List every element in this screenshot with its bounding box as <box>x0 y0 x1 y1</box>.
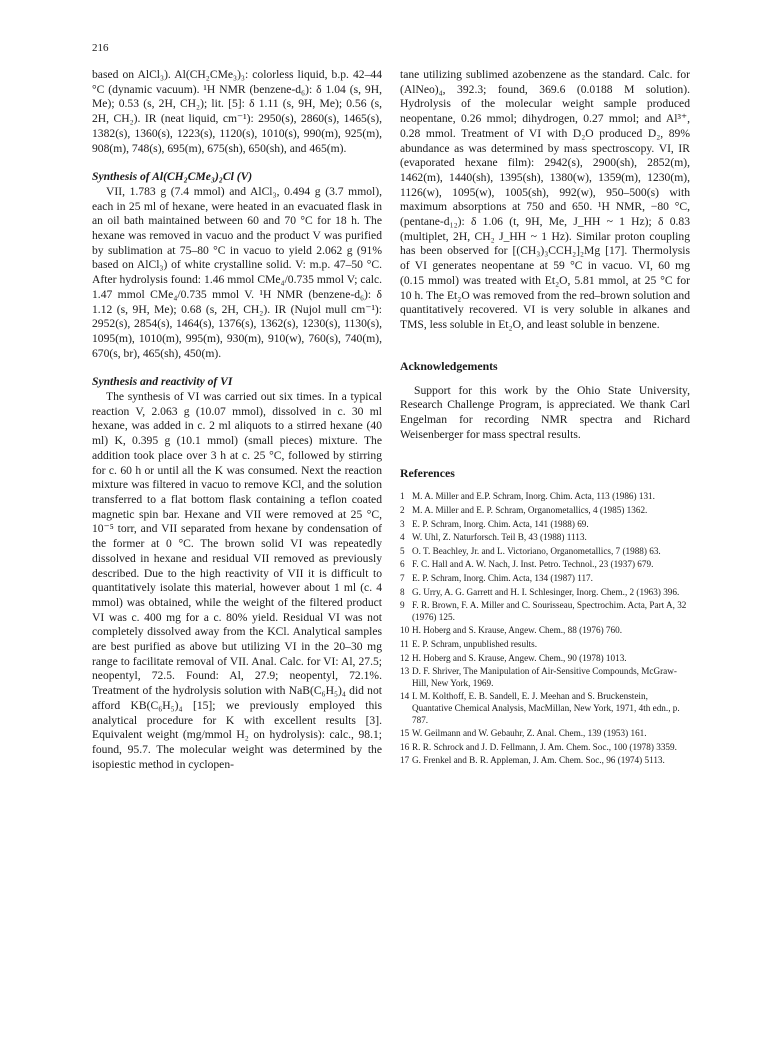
reference-text: G. Frenkel and B. R. Appleman, J. Am. Chem. Soc., 96 (1974) 5113. <box>412 755 665 766</box>
reference-text: F. C. Hall and A. W. Nach, J. Inst. Petro. Technol., 23 (1937) 679. <box>412 559 654 570</box>
right-column <box>400 68 690 769</box>
reference-text: M. A. Miller and E.P. Schram, Inorg. Chim. Acta, 113 (1986) 131. <box>412 491 655 502</box>
reference-item <box>400 666 690 689</box>
reference-text: O. T. Beachley, Jr. and L. Victoriano, Organometallics, 7 (1988) 63. <box>412 545 661 556</box>
paragraph-synthesis-vi: The synthesis of VI was carried out six times. In a typical reaction V, 2.063 g (10.07 mmol), dissolved in c. 30 ml hexane, was added in c. 2 ml aliquots to a stirred hexane (40 ml) K, 0.395 g (10.1 mmol) (small pieces) mixture. The addition took place over 3 h at c. 25 °C, followed by stirring for c. 60 h or until all the K was consumed. Next the reaction mixture was filtered in vacuo to remove KCl, and the solution transferred to a flat bottom flask containing a teflon coated magnetic spin bar. Hexane and VII were removed at 25 °C, 10⁻⁵ torr, and VII separated from hexane by condensation of the former at 0 °C. The brown solid VI was repeatedly dissolved in hexane and residual VII removed as previously described. Due to the high reactivity of VII it is difficult to quantitatively isolate this material, however about 1 ml (c. 4 mmol) was obtained, while the weight of the filtered product VI was c. 400 mg for a c. 80% yield. Residual VI was not completely dissolved away from the KCl. Analytical samples are best purified as above but utilizing VI in the 20–30 mg range to facilitate removal of VII. Anal. Calc. for VI: Al, 27.5; neopentyl, 72.5. Found: Al, 27.9; neopentyl, 72.1%. Treatment of the hydrolysis solution with NaB(C₆H₅)₄ did not afford KB(C₆H₅)₄ [15]; we previously employed this analytical procedure for K with excellent results [3]. Equivalent weight (mg/mmol H₂ on hydrolysis): calc., 98.1; found, 95.7. The molecular weight was determined by the isopiestic method in cyclopen- <box>92 390 382 771</box>
reference-item <box>400 546 690 558</box>
section-heading-synthesis-vi: Synthesis and reactivity of VI <box>92 375 233 389</box>
references-heading: References <box>400 466 455 481</box>
reference-number: 16 <box>400 741 410 752</box>
reference-text: R. R. Schrock and J. D. Fellmann, J. Am. Chem. Soc., 100 (1978) 3359. <box>412 741 677 752</box>
reference-text: M. A. Miller and E. P. Schram, Organometallics, 4 (1985) 1362. <box>412 505 648 516</box>
acknowledgements-text: Support for this work by the Ohio State University, Research Challenge Program, is appreciated. We thank Carl Engelman for recording NMR spectra and Richard Weisenberger for mass spectral results. <box>400 383 690 441</box>
reference-number: 7 <box>400 573 405 584</box>
reference-number: 5 <box>400 545 405 556</box>
reference-text: W. Uhl, Z. Naturforsch. Teil B, 43 (1988) 1113. <box>412 532 587 543</box>
reference-number: 3 <box>400 518 405 529</box>
reference-number: 6 <box>400 559 405 570</box>
reference-item <box>400 532 690 544</box>
reference-item <box>400 639 690 651</box>
reference-item <box>400 559 690 571</box>
reference-item <box>400 691 690 726</box>
reference-item <box>400 600 690 623</box>
paragraph-synthesis-v: VII, 1.783 g (7.4 mmol) and AlCl₃, 0.494 g (3.7 mmol), each in 25 ml of hexane, were heated in an evacuated flask in an oil bath maintained between 60 and 70 °C for 18 h. The hexane was removed in vacuo and the product V was purified by sublimation at 75–80 °C in vacuo to yield 2.062 g (91% based on AlCl₃) of white crystalline solid. V: m.p. 47–50 °C. After hydrolysis found: 1.46 mmol CMe₄/0.735 mmol V; calc. 1.47 mmol CMe₄/0.735 mmol V. ¹H NMR (benzene-d₆): δ 1.12 (s, 9H, Me); 0.68 (s, 2H, CH₂). IR (Nujol mull cm⁻¹): 2952(s), 2854(s), 1464(s), 1376(s), 1362(s), 1230(s), 1130(s), 1095(m), 1010(m), 995(m), 930(m), 910(w), 760(s), 740(m), 670(s, br), 465(sh), 450(m). <box>92 184 382 360</box>
reference-number: 10 <box>400 625 410 636</box>
reference-number: 12 <box>400 652 410 663</box>
page-number: 216 <box>92 42 109 54</box>
reference-number: 2 <box>400 505 405 516</box>
reference-text: I. M. Kolthoff, E. B. Sandell, E. J. Meehan and S. Bruckenstein, Quantative Chemical Analysis, MacMillan, New York, 1971, 4th edn., p. 787. <box>412 691 680 725</box>
left-column <box>92 68 382 772</box>
reference-text: E. P. Schram, Inorg. Chim. Acta, 141 (1988) 69. <box>412 518 589 529</box>
reference-text: H. Hoberg and S. Krause, Angew. Chem., 90 (1978) 1013. <box>412 652 627 663</box>
reference-number: 4 <box>400 532 405 543</box>
reference-number: 13 <box>400 666 410 677</box>
reference-number: 14 <box>400 691 410 702</box>
section-heading-synthesis-v: Synthesis of Al(CH₂CMe₃)₂Cl (V) <box>92 170 253 184</box>
reference-number: 1 <box>400 491 405 502</box>
reference-item <box>400 573 690 585</box>
reference-item <box>400 587 690 599</box>
reference-number: 15 <box>400 728 410 739</box>
paragraph-al-neopentyl-data: based on AlCl₃). Al(CH₂CMe₃)₃: colorless liquid, b.p. 42–44 °C (dynamic vacuum). ¹H NMR (benzene-d₆): δ 1.04 (s, 9H, Me); 0.53 (s, 2H, CH₂); lit. [5]: δ 1.11 (s, 9H, Me); 0.56 (s, 2H, CH₂). IR (neat liquid, cm⁻¹): 2950(s), 2860(s), 1465(s), 1382(s), 1360(s), 1223(s), 1120(s), 1010(s), 990(m), 925(m), 908(m), 748(s), 695(m), 675(sh), 650(sh), and 465(m). <box>92 68 382 155</box>
reference-text: F. R. Brown, F. A. Miller and C. Sourisseau, Spectrochim. Acta, Part A, 32 (1976) 125. <box>412 600 687 622</box>
reference-item <box>400 653 690 665</box>
references-list <box>400 491 690 766</box>
reference-number: 9 <box>400 600 405 611</box>
reference-item <box>400 625 690 637</box>
reference-text: D. F. Shriver, The Manipulation of Air-Sensitive Compounds, McGraw-Hill, New York, 1969. <box>412 666 677 688</box>
reference-item <box>400 519 690 531</box>
reference-item <box>400 728 690 740</box>
reference-text: H. Hoberg and S. Krause, Angew. Chem., 88 (1976) 760. <box>412 625 623 636</box>
reference-text: G. Urry, A. G. Garrett and H. I. Schlesinger, Inorg. Chem., 2 (1963) 396. <box>412 586 680 597</box>
reference-text: E. P. Schram, Inorg. Chim. Acta, 134 (1987) 117. <box>412 573 593 584</box>
paragraph-vi-characterization: tane utilizing sublimed azobenzene as the standard. Calc. for (AlNeo)₄, 392.3; found, 369.6 (0.0188 M solution). Hydrolysis of the molecular weight sample produced neopentane, 0.26 mmol; dihydrogen, 0.27 mmol; and Al³⁺, 0.28 mmol. Treatment of VI with D₂O produced D₂, 89% abundance as was determined by mass spectroscopy. VI, IR (evaporated hexane film): 2942(s), 2900(sh), 2852(m), 1462(m), 1440(sh), 1395(sh), 1380(w), 1359(m), 1230(m), 1126(w), 1095(w), 1005(sh), 992(w), 950–500(s) with maximum absorptions at 750 and 650. ¹H NMR, −80 °C, (pentane-d₁₂): δ 1.06 (t, 9H, Me, J_HH ~ 1 Hz); δ 0.83 (multiplet, 2H, CH₂ J_HH ~ 1 Hz). Similar proton coupling has been observed for [(CH₃)₃CCH₂]₂Mg [17]. Thermolysis of VI generates neopentane at 59 °C in vacuo. VI, 60 mg (0.15 mmol) was treated with Et₂O, 5.81 mmol, at 25 °C for 10 h. The Et₂O was removed from the red–brown solution and quantitatively recovered. VI is very soluble in alkanes and TMS, less soluble in Et₂O, and least soluble in benzene. <box>400 68 690 331</box>
reference-number: 11 <box>400 639 409 649</box>
reference-item <box>400 742 690 754</box>
reference-item <box>400 505 690 517</box>
reference-number: 8 <box>400 586 405 597</box>
acknowledgements-heading: Acknowledgements <box>400 358 498 373</box>
reference-item <box>400 755 690 767</box>
reference-text: W. Geilmann and W. Gebauhr, Z. Anal. Chem., 139 (1953) 161. <box>412 728 647 739</box>
reference-item <box>400 491 690 503</box>
reference-text: E. P. Schram, unpublished results. <box>412 639 538 649</box>
reference-number: 17 <box>400 755 410 766</box>
